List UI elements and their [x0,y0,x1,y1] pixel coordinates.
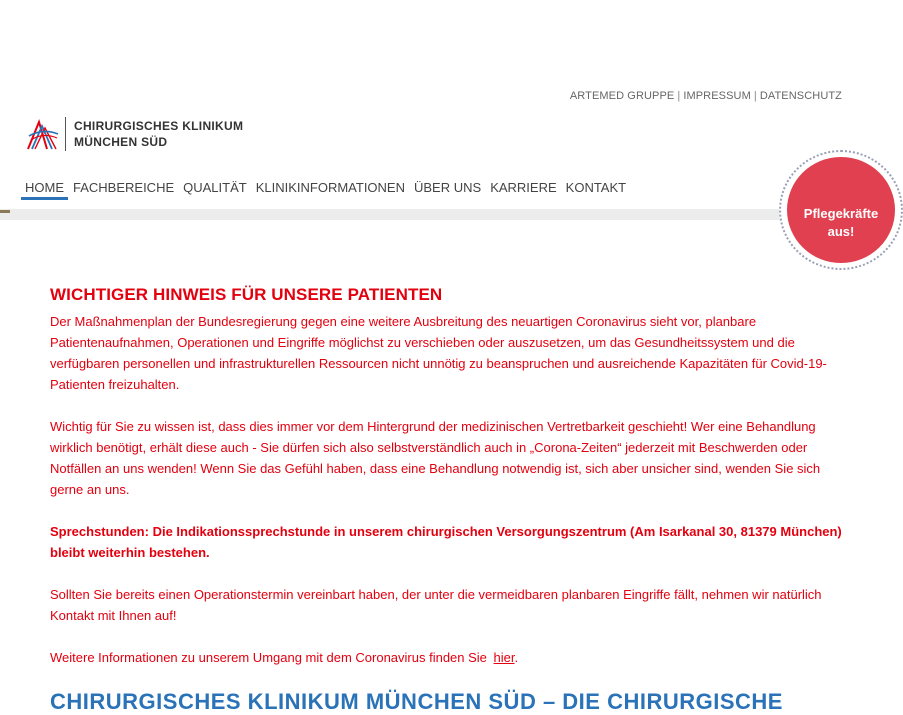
nav-item-fachbereiche[interactable]: FACHBEREICHE [73,180,175,195]
nav-item-home[interactable]: HOME [21,180,68,200]
notice-more-info-text: Weitere Informationen zu unserem Umgang mit dem Coronavirus finden Sie [50,650,487,665]
logo-line-2: MÜNCHEN SÜD [74,135,168,149]
badge-line-2: aus! [827,224,855,239]
nav-item-ueber-uns[interactable]: ÜBER UNS [414,180,482,195]
nav-item-qualitaet[interactable]: QUALITÄT [183,180,247,195]
datenschutz-link[interactable]: DATENSCHUTZ [759,90,842,102]
notice-paragraph-2: Wichtig für Sie zu wissen ist, dass dies immer vor dem Hintergrund der medizinischen Vertretbarkeit geschieht! Wer eine Behandlung wirklich benötigt, erhält diese auch - Sie dürfen sich also selbstverständlich auch in „Corona-Zeiten“ jederzeit mit Beschwerden oder Notfällen an uns wenden! Wenn Sie das Gefühl haben, dass eine Behandlung notwendig ist, sich aber unsicher sind, wenden Sie sich gerne an uns. [50,419,821,497]
corona-notice [50,285,850,689]
header-divider-band [0,209,900,220]
top-links [570,90,842,102]
notice-paragraph-sprechstunden: Sprechstunden: Die Indikationssprechstunde in unserem chirurgischen Versorgungszentrum (Am Isarkanal 30, 81379 München) bleibt weiterhin bestehen. [50,524,842,560]
slider-edge-marker [0,210,10,213]
separator: | [753,90,757,102]
separator: | [677,90,681,102]
nav-item-karriere[interactable]: KARRIERE [490,180,557,195]
nav-item-kontakt[interactable]: KONTAKT [565,180,627,195]
nav-item-klinikinformationen[interactable]: KLINIKINFORMATIONEN [255,180,405,195]
notice-paragraph-4: Sollten Sie bereits einen Operationstermin vereinbart haben, der unter die vermeidbaren planbaren Eingriffe fällt, nehmen wir natürlich Kontakt mit Ihnen auf! [50,587,822,623]
site-logo[interactable] [25,116,243,152]
main-nav [21,180,631,200]
notice-title: WICHTIGER HINWEIS FÜR UNSERE PATIENTEN [50,285,443,304]
badge-line-1: Pflegekräfte [803,206,879,221]
artemed-gruppe-link[interactable]: ARTEMED GRUPPE [569,90,675,102]
logo-mark-icon [25,116,61,152]
recruiting-badge-inner [787,157,895,263]
notice-paragraph-5 [50,647,850,668]
section-heading: CHIRURGISCHES KLINIKUM MÜNCHEN SÜD – DIE CHIRURGISCHE [50,689,783,714]
more-info-link[interactable]: hier [493,650,515,665]
notice-period: . [514,650,519,665]
logo-divider [65,117,66,151]
impressum-link[interactable]: IMPRESSUM [683,90,751,102]
logo-text [74,118,243,150]
logo-line-1: CHIRURGISCHES KLINIKUM [74,119,244,133]
recruiting-badge[interactable] [779,150,903,270]
notice-paragraph-1: Der Maßnahmenplan der Bundesregierung gegen eine weitere Ausbreitung des neuartigen Coronavirus sieht vor, planbare Patientenaufnahmen, Operationen und Eingriffe möglichst zu verschieben oder auszusetzen, um das Gesundheitssystem und die verfügbaren personellen und infrastrukturellen Ressourcen nicht unnötig zu beanspruchen und ausreichende Kapazitäten für Covid-19-Patienten freizuhalten. [50,314,827,392]
